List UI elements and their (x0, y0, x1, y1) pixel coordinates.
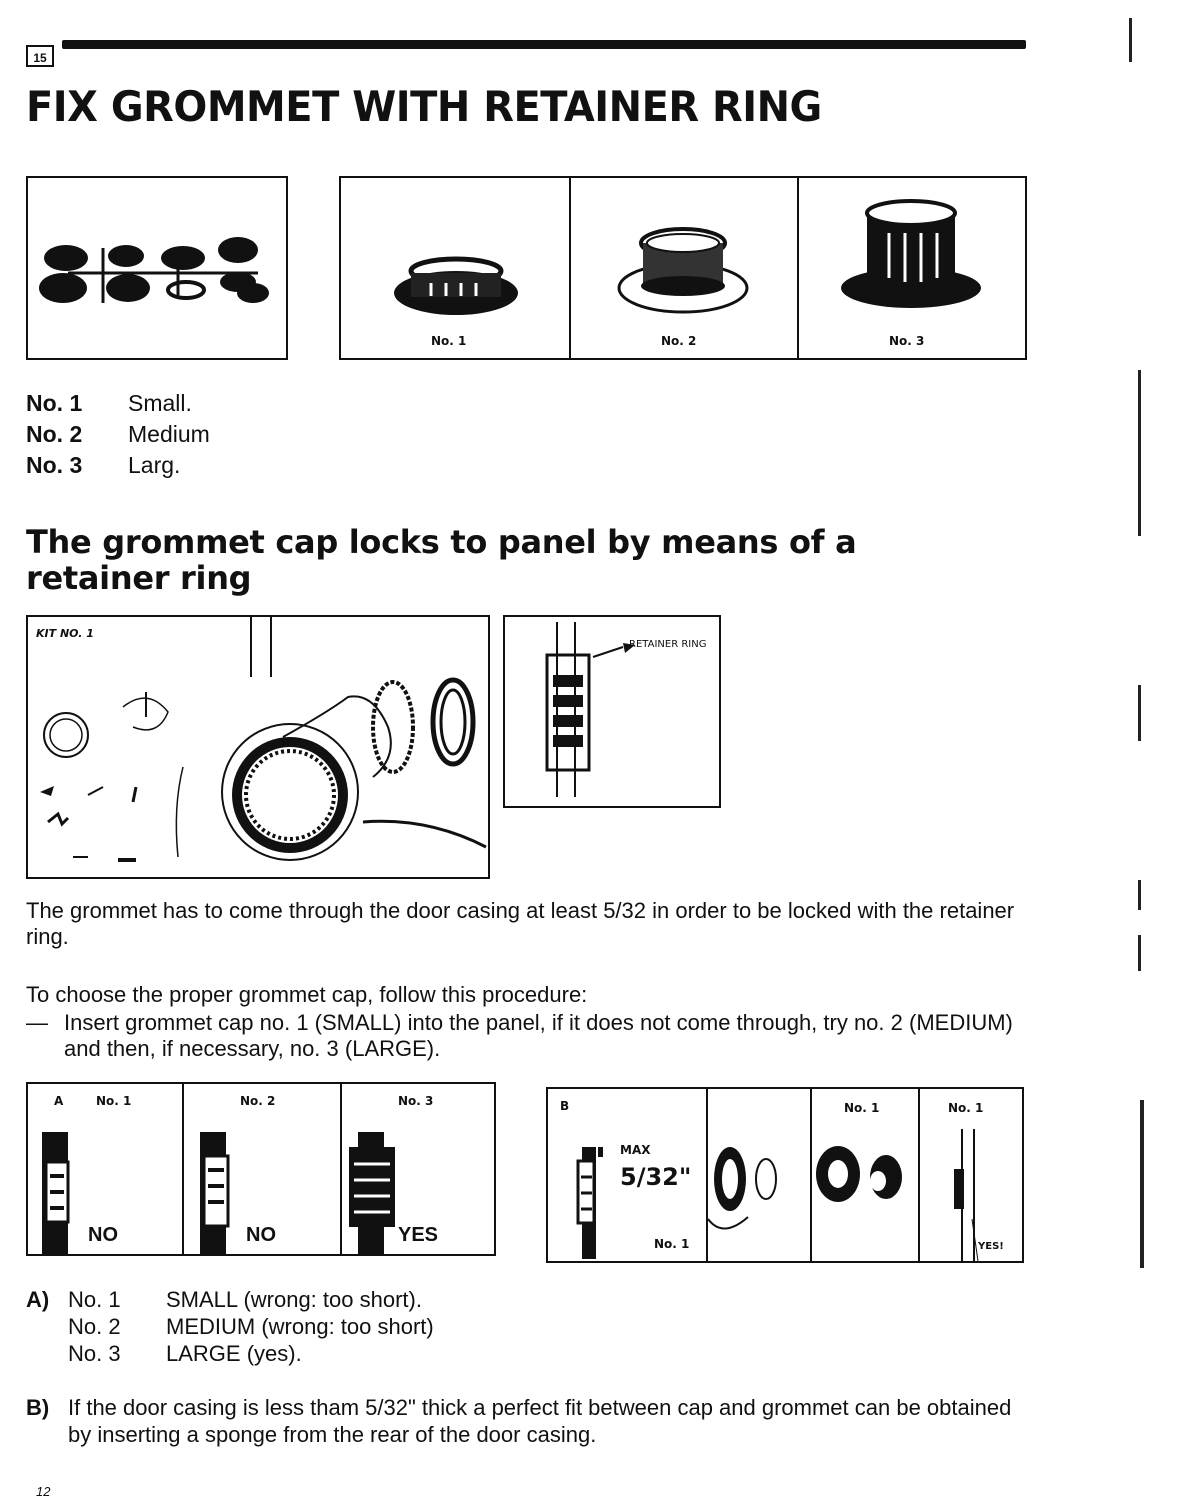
step-number-badge: 15 (26, 45, 54, 67)
note-a-text: SMALL (wrong: too short). (166, 1287, 422, 1312)
figure-a-label-no2: No. 2 (240, 1094, 276, 1108)
size-legend (26, 388, 210, 481)
kit-sprue-figure (26, 176, 288, 360)
figure-a-letter: A (54, 1094, 64, 1108)
retainer-ring-figure (503, 615, 721, 808)
fig1-label-no1: No. 1 (431, 334, 467, 348)
figure-a-label-no1: No. 1 (96, 1094, 132, 1108)
note-a-key: A) (26, 1287, 50, 1312)
fig1-label-no2: No. 2 (661, 334, 697, 348)
note-a-row (26, 1340, 434, 1367)
section-subtitle: The grommet cap locks to panel by means of a retainer ring (26, 523, 857, 597)
page-number: 12 (36, 1484, 51, 1499)
figure-b (546, 1087, 1024, 1263)
size-num: No. 1 (26, 390, 83, 416)
note-a-row (26, 1286, 434, 1313)
figure-a-verdict-no3: YES (398, 1224, 439, 1246)
note-b-text: If the door casing is less tham 5/32" thick a perfect fit between cap and grommet can be obtained by inserting a sponge from the rear of the door casing. (68, 1395, 1012, 1447)
header-rule (62, 40, 1026, 49)
grommet-small-illustration (341, 178, 569, 358)
paragraph-through-casing: The grommet has to come through the door casing at least 5/32 in order to be locked with the retainer ring. (26, 898, 1015, 949)
scan-mark (1138, 685, 1141, 741)
kit-sprue-illustration (28, 178, 286, 358)
size-row (26, 419, 210, 450)
figure-a-verdict-no2: NO (246, 1224, 276, 1246)
size-row (26, 450, 210, 481)
grommet-medium-illustration (571, 178, 797, 358)
notes-b (26, 1394, 1026, 1448)
size-num: No. 2 (26, 421, 83, 447)
paragraph-procedure-intro: To choose the proper grommet cap, follow this procedure: (26, 982, 588, 1007)
figure-b-illustration (548, 1089, 1022, 1261)
size-num: No. 3 (26, 452, 83, 478)
note-a-row (26, 1313, 434, 1340)
figure-a-verdict-no1: NO (88, 1224, 118, 1246)
figure-b-panel3-label: No. 1 (948, 1101, 984, 1115)
size-desc: Larg. (128, 452, 181, 478)
size-desc: Medium (128, 421, 210, 447)
scan-mark (1138, 935, 1141, 971)
figure-b-yes-label: YES! (978, 1241, 1004, 1252)
retainer-ring-label: RETAINER RING (629, 639, 707, 650)
procedure-dash: — (26, 1010, 48, 1035)
note-a-num: No. 1 (68, 1287, 121, 1312)
note-a-text: MEDIUM (wrong: too short) (166, 1314, 434, 1339)
note-a-num: No. 2 (68, 1314, 121, 1339)
fig1-label-no3: No. 3 (889, 334, 925, 348)
scan-mark (1140, 1100, 1144, 1268)
procedure-item-text: Insert grommet cap no. 1 (SMALL) into the panel, if it does not come through, try no. 2 (MEDIUM) and then, if necessary, no. 3 (LARGE). (64, 1010, 1013, 1061)
figure-a-label-no3: No. 3 (398, 1094, 434, 1108)
figure-b-max-label: MAX (620, 1143, 651, 1157)
kit-installation-figure (26, 615, 490, 879)
figure-b-letter: B (560, 1099, 570, 1113)
kit-label: KIT NO. 1 (36, 627, 94, 640)
grommet-sizes-figure (339, 176, 1027, 360)
procedure-item (26, 1010, 1026, 1062)
note-a-text: LARGE (yes). (166, 1341, 302, 1366)
figure-b-max-value: 5/32" (620, 1163, 692, 1191)
size-row (26, 388, 210, 419)
note-b-key: B) (26, 1395, 50, 1420)
note-a-num: No. 3 (68, 1341, 121, 1366)
figure-b-panel2-label: No. 1 (844, 1101, 880, 1115)
size-desc: Small. (128, 390, 192, 416)
page-title: FIX GROMMET WITH RETAINER RING (26, 82, 822, 131)
scan-mark (1138, 370, 1141, 536)
notes-a (26, 1286, 434, 1367)
scan-mark (1138, 880, 1141, 910)
scan-mark (1129, 18, 1132, 62)
installation-illustration (28, 617, 488, 877)
grommet-large-illustration (799, 178, 1025, 358)
figure-a (26, 1082, 496, 1256)
figure-b-no1: No. 1 (654, 1237, 690, 1251)
